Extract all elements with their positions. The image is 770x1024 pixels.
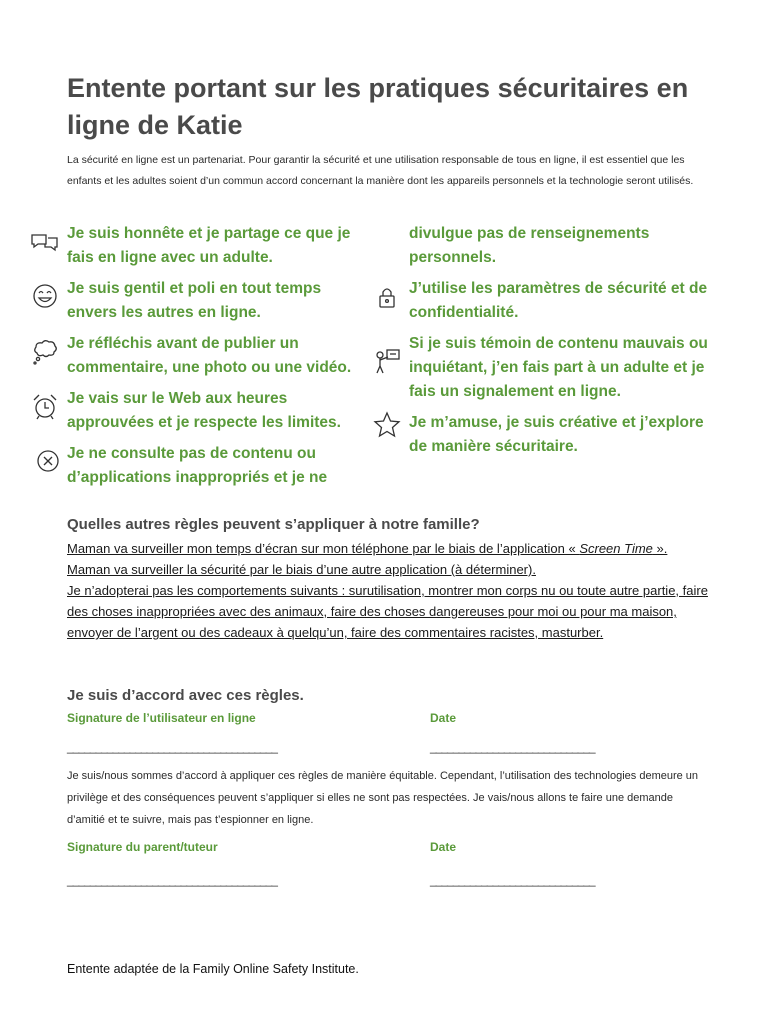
parent-agreement-paragraph: Je suis/nous sommes d’accord à appliquer ces règles de manière équitable. Cependant, l’utilisation des technologies demeure un privilège et des conséquences peuvent s’appliquer si elles ne sont pas respectées. Je vais/nous allons te faire une demande d’amitié et te suivre, mais pas t’espionner en ligne. <box>67 770 699 826</box>
user-signature-line[interactable]: _____________________________________ <box>67 740 277 754</box>
rule-item: Je suis honnête et je partage ce que je fais en ligne avec un adulte. <box>30 222 375 277</box>
chat-bubbles-icon <box>30 226 60 256</box>
parent-signature-label: Signature du parent/tuteur <box>67 840 218 854</box>
padlock-icon <box>372 283 402 313</box>
family-rule-line: Maman va surveiller mon temps d’écran sur mon téléphone par le biais de l’application « Screen Time ». <box>67 541 668 556</box>
user-signature-label: Signature de l’utilisateur en ligne <box>67 711 256 725</box>
rule-item: divulgue pas de renseignements personnels. <box>409 225 650 266</box>
page-title: Entente portant sur les pratiques sécuritaires en ligne de Katie <box>67 73 689 140</box>
parent-date-label: Date <box>430 840 457 854</box>
star-icon <box>372 410 402 440</box>
alarm-clock-icon <box>30 391 60 421</box>
user-date-label: Date <box>430 711 457 725</box>
rule-item: Je suis gentil et poli en tout temps envers les autres en ligne. <box>30 277 375 332</box>
rule-item: Je réfléchis avant de publier un commentaire, une photo ou une vidéo. <box>30 332 375 387</box>
rule-item: Je m’amuse, je suis créative et j’explore de manière sécuritaire. <box>372 411 717 466</box>
rule-item: Je vais sur le Web aux heures approuvées et je respecte les limites. <box>30 387 375 442</box>
family-rule-line: Maman va surveiller la sécurité par le biais d’une autre application (à déterminer). <box>67 562 536 577</box>
rule-item: Je ne consulte pas de contenu ou d’applications inappropriés et je ne <box>30 442 375 497</box>
family-rules-heading: Quelles autres règles peuvent s’appliquer à notre famille? <box>67 516 480 533</box>
family-rule-line: Je n’adopterai pas les comportements suivants : surutilisation, montrer mon corps nu ou toute autre partie, faire des choses inappropriées avec des animaux, faire des choses dangereuses pour moi ou pour ma maison, envoyer de l’argent ou des cadeaux à quelqu’un, faire des commentaires racistes, masturber. <box>67 583 708 640</box>
agreement-heading: Je suis d’accord avec ces règles. <box>67 687 304 704</box>
rules-left-column <box>30 222 375 497</box>
rules-right-column <box>372 222 717 466</box>
intro-paragraph: La sécurité en ligne est un partenariat. Pour garantir la sécurité et une utilisation responsable de tous en ligne, il est essentiel que les enfants et les adultes soient d’un commun accord concernant la manière dont les appareils personnels et la technologie seront utilisés. <box>67 154 694 187</box>
rule-item: Si je suis témoin de contenu mauvais ou inquiétant, j’en fais part à un adulte et je fais un signalement en ligne. <box>372 332 717 411</box>
parent-signature-line[interactable]: _____________________________________ <box>67 873 277 887</box>
user-date-line[interactable]: _____________________________ <box>430 740 595 754</box>
rule-item: J’utilise les paramètres de sécurité et de confidentialité. <box>372 277 717 332</box>
cancel-circle-icon <box>30 446 60 476</box>
thought-bubble-icon <box>30 336 60 366</box>
family-rules-text <box>67 538 712 643</box>
parent-date-line[interactable]: _____________________________ <box>430 873 595 887</box>
smiley-icon <box>30 281 60 311</box>
person-sign-icon <box>372 346 402 376</box>
footer-credit: Entente adaptée de la Family Online Safety Institute. <box>67 962 359 976</box>
